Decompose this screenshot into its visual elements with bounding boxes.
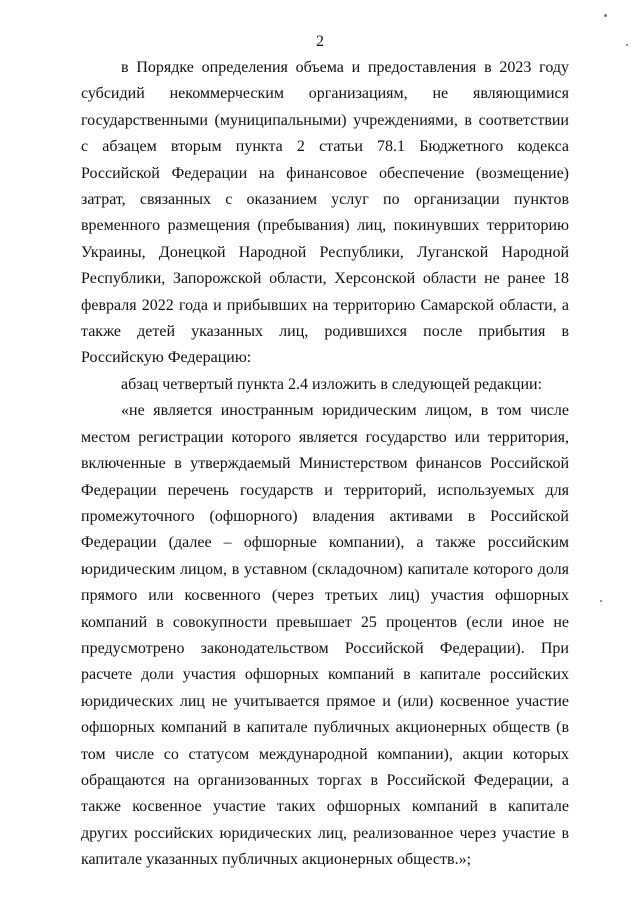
paragraph-order-reference: в Порядке определения объема и предоставления в 2023 году субсидий некоммерческим организациям, не являющимися государственными (муниципальными) учреждениями, в соответствии с абзацем вторым пункта 2 статьи 78.1 Бюджетного кодекса Российской Федерации на финансовое обеспечение (возмещение) затрат, связанных с оказанием услуг по организации пунктов временного размещения (пребывания) лиц, покинувших территорию Украины, Донецкой Народной Республики, Луганской Народной Республики, Запорожской области, Херсонской области не ранее 18 февраля 2022 года и прибывших на территорию Самарской области, а также детей указанных лиц, родившихся после прибытия в Российскую Федерацию: <box>81 59 569 367</box>
scan-speck <box>626 44 628 46</box>
document-body <box>81 55 569 874</box>
paragraph-new-wording: «не является иностранным юридическим лицом, в том числе местом регистрации которого является государство или территория, включенные в утверждаемый Министерством финансов Российской Федерации перечень государств и территорий, используемых для промежуточного (офшорного) владения активами в Российской Федерации (далее – офшорные компании), а также российским юридическим лицом, в уставном (складочном) капитале которого доля прямого или косвенного (через третьих лиц) участия офшорных компаний в совокупности превышает 25 процентов (если иное не предусмотрено законодательством Российской Федерации). При расчете доли участия офшорных компаний в капитале российских юридических лиц не учитывается прямое и (или) косвенное участие офшорных компаний в капитале публичных акционерных обществ (в том числе со статусом международной компании), акции которых обращаются на организованных торгах в Российской Федерации, а также косвенное участие таких офшорных компаний в капитале других российских юридических лиц, реализованное через участие в капитале указанных публичных акционерных обществ.»; <box>81 402 569 869</box>
scan-speck <box>604 14 607 17</box>
paragraph-amendment-instruction: абзац четвертый пункта 2.4 изложить в следующей редакции: <box>121 375 543 393</box>
scan-speck <box>600 600 602 602</box>
page-number: 2 <box>316 33 324 50</box>
